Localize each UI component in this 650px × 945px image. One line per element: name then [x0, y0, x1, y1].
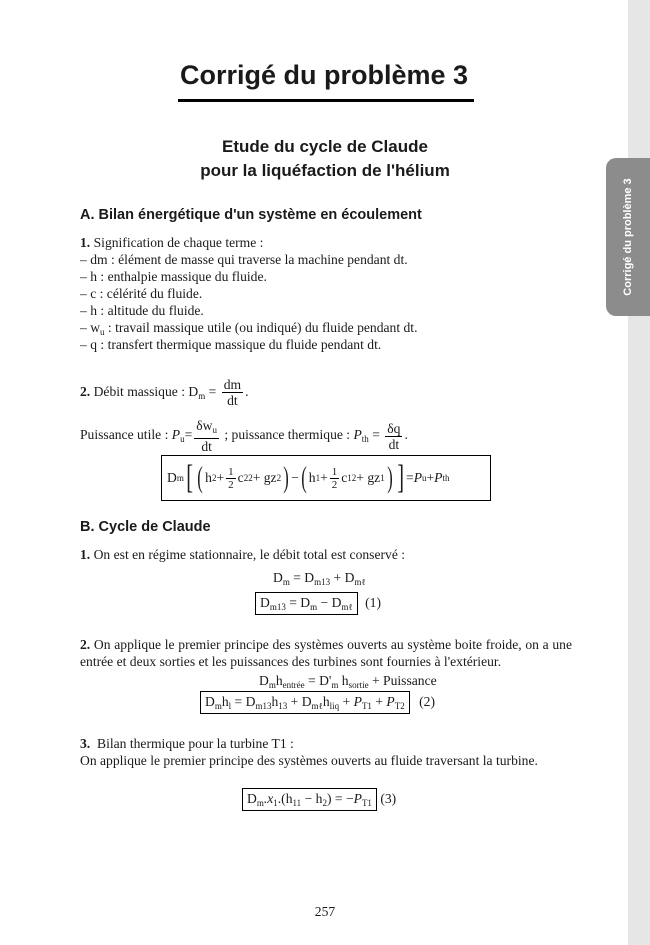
page-number: 257: [314, 904, 336, 919]
operator: =: [205, 384, 220, 399]
bracket-close: ]: [396, 459, 404, 496]
text: .: [245, 384, 249, 399]
text: Puissance utile :: [80, 427, 172, 443]
subscript: 2: [322, 798, 327, 808]
symbol: P: [353, 791, 362, 806]
definition-item: – dm : élément de masse qui traverse la machine pendant dt.: [80, 252, 408, 267]
symbol: D: [247, 791, 257, 806]
symbol: D: [259, 673, 269, 688]
bracket-open: [: [186, 459, 193, 496]
definition-item: – h : enthalpie massique du fluide.: [80, 269, 267, 284]
subscript: m: [310, 602, 318, 612]
text: δw: [196, 418, 213, 433]
equation-3: [242, 788, 396, 811]
numerator: [194, 418, 219, 439]
paren-close: ): [283, 461, 289, 494]
denominator: dt: [227, 393, 238, 409]
subscript: m: [331, 680, 339, 690]
text: ; puissance thermique :: [220, 427, 354, 443]
enthalpy-balance: [259, 673, 437, 690]
text: – w: [80, 320, 101, 335]
question-number: 2.: [80, 637, 91, 652]
symbol: h: [338, 673, 349, 688]
question-b2: [80, 636, 572, 670]
symbol: P: [413, 470, 422, 485]
symbol: h: [322, 694, 330, 709]
chapter-tab-label: Corrigé du problème 3: [622, 178, 634, 296]
symbol: P: [434, 470, 443, 485]
denominator: 2: [228, 478, 234, 491]
text: + D: [287, 694, 312, 709]
subscript: 2: [211, 473, 217, 483]
symbol: h: [275, 673, 283, 688]
question-number: 2.: [80, 384, 91, 399]
question-b1: [80, 546, 405, 563]
text: ) = −: [326, 791, 354, 806]
symbol: c: [237, 470, 244, 485]
symbol: P: [386, 694, 395, 709]
subtitle-line-2: pour la liquéfaction de l'hélium: [200, 161, 450, 180]
subtitle-line-1: Etude du cycle de Claude: [222, 137, 428, 156]
subscript: 1: [347, 473, 352, 483]
superscript: 2: [351, 473, 357, 483]
question-text: Bilan thermique pour la turbine T1 :: [90, 736, 294, 751]
denominator: dt: [201, 439, 212, 454]
definition-item: – c : célérité du fluide.: [80, 286, 203, 301]
fraction-dwu-dt: [194, 418, 219, 454]
mass-flow-conservation: [273, 570, 366, 587]
question-number: 1.: [80, 235, 91, 250]
text: .(h: [277, 791, 293, 806]
subscript: sortie: [348, 680, 369, 690]
boxed-equation: [200, 691, 410, 714]
fraction-dm-dt: [222, 377, 243, 408]
subscript: m: [282, 577, 290, 587]
symbol: h: [308, 470, 316, 485]
definition-item: – h : altitude du fluide.: [80, 303, 204, 318]
subscript: mℓ: [354, 577, 366, 587]
subscript: 13: [278, 701, 288, 711]
equation-label: (3): [380, 791, 397, 806]
subscript: th: [361, 434, 369, 445]
subscript: T1: [361, 798, 372, 808]
operator: +: [371, 694, 387, 709]
subscript: m: [256, 798, 264, 808]
subscript: u: [212, 425, 217, 435]
text: = D': [304, 673, 332, 688]
symbol: h: [271, 694, 279, 709]
operator: +: [320, 470, 328, 485]
question-number: 1.: [80, 547, 91, 562]
subscript: m: [198, 391, 206, 401]
text: : travail massique utile (ou indiqué) du fluide pendant dt.: [104, 320, 418, 335]
operator: −: [291, 470, 299, 485]
subscript: liq: [329, 701, 340, 711]
text: = D: [231, 694, 256, 709]
text: = D: [289, 570, 315, 585]
superscript: 2: [248, 473, 253, 483]
subscript: l: [228, 701, 232, 711]
paren-open: (: [197, 461, 203, 494]
subscript: m: [214, 701, 222, 711]
subscript: m13: [269, 602, 286, 612]
text: + gz: [252, 470, 277, 485]
power-definitions: [80, 418, 408, 456]
symbol: h: [221, 694, 229, 709]
numerator: δq: [387, 420, 401, 436]
text: .: [404, 427, 408, 443]
fraction-dq-dt: [385, 421, 402, 452]
section-a-heading: A. Bilan énergétique d'un système en écoulement: [80, 207, 422, 223]
question-number: 3.: [80, 736, 91, 751]
symbol: c: [341, 470, 348, 485]
subscript: th: [442, 473, 450, 483]
symbol: D: [260, 595, 270, 610]
subscript: mℓ: [311, 701, 323, 711]
page-title: Corrigé du problème 3: [179, 60, 469, 90]
equation-1: [255, 592, 381, 615]
side-strip: [628, 0, 650, 945]
operator: +: [426, 470, 435, 485]
question-text: On applique le premier principe des systèmes ouverts au système boite froide, on a une entrée et deux sorties et les puissances des turbines sont fournies à l'extérieur.: [80, 637, 572, 669]
operator: +: [216, 470, 225, 485]
fraction-half: [226, 466, 236, 491]
subscript: 1: [273, 798, 278, 808]
subscript: 2: [243, 473, 249, 483]
question-b3-text: On applique le premier principe des systèmes ouverts au fluide traversant la turbine.: [80, 753, 538, 768]
text: − D: [317, 595, 342, 610]
question-b3: [80, 735, 294, 752]
boxed-equation: [242, 788, 377, 811]
symbol: .x: [263, 791, 274, 806]
fraction-half: [330, 466, 340, 491]
symbol: P: [353, 427, 362, 443]
subscript: 1: [315, 473, 321, 483]
subscript: entrée: [282, 680, 305, 690]
operator: =: [184, 427, 193, 443]
definition-item: – q : transfert thermique massique du fluide pendant dt.: [80, 337, 382, 352]
text: + Puissance: [368, 673, 437, 688]
symbol: P: [171, 427, 181, 443]
energy-balance-equation: [161, 455, 491, 501]
subscript: m: [176, 473, 184, 483]
title-underline: [178, 99, 474, 102]
symbol: D: [188, 384, 199, 399]
text: = D: [285, 595, 311, 610]
text: + D: [330, 570, 355, 585]
paren-open: (: [301, 461, 307, 494]
subscript: m13: [314, 577, 331, 587]
text: + gz: [356, 470, 381, 485]
symbol: P: [353, 694, 362, 709]
operator: +: [339, 694, 354, 709]
subscript: m: [268, 680, 276, 690]
denominator: dt: [388, 436, 400, 452]
text: − h: [301, 791, 323, 806]
symbol: D: [167, 470, 177, 485]
subscript: T1: [361, 701, 372, 711]
question-a1: [80, 234, 263, 251]
symbol: h: [205, 470, 212, 485]
numerator: dm: [223, 377, 242, 393]
denominator: 2: [331, 478, 338, 491]
chapter-tab: [606, 158, 650, 316]
subscript: u: [100, 327, 105, 337]
question-text: Signification de chaque terme :: [90, 235, 264, 250]
question-text: Débit massique :: [90, 384, 189, 399]
symbol: D: [273, 570, 283, 585]
numerator: 1: [331, 465, 338, 478]
subscript: u: [422, 473, 427, 483]
operator: =: [368, 427, 384, 443]
symbol: D: [205, 694, 215, 709]
subscript: u: [180, 434, 185, 445]
numerator: 1: [228, 465, 234, 478]
question-text: On est en régime stationnaire, le débit total est conservé :: [90, 547, 406, 562]
subscript: T2: [394, 701, 405, 711]
question-a2: [80, 375, 248, 413]
equation-label: (2): [419, 694, 435, 709]
boxed-equation: [255, 592, 358, 615]
equation-2: [200, 691, 435, 714]
operator: =: [406, 470, 414, 485]
subscript: mℓ: [341, 602, 353, 612]
subscript: 1: [380, 473, 385, 483]
equation-label: (1): [365, 595, 381, 610]
paren-close: ): [386, 461, 393, 494]
subscript: 11: [292, 798, 302, 808]
subscript: m13: [255, 701, 272, 711]
section-b-heading: B. Cycle de Claude: [80, 519, 211, 535]
subscript: 2: [276, 473, 282, 483]
